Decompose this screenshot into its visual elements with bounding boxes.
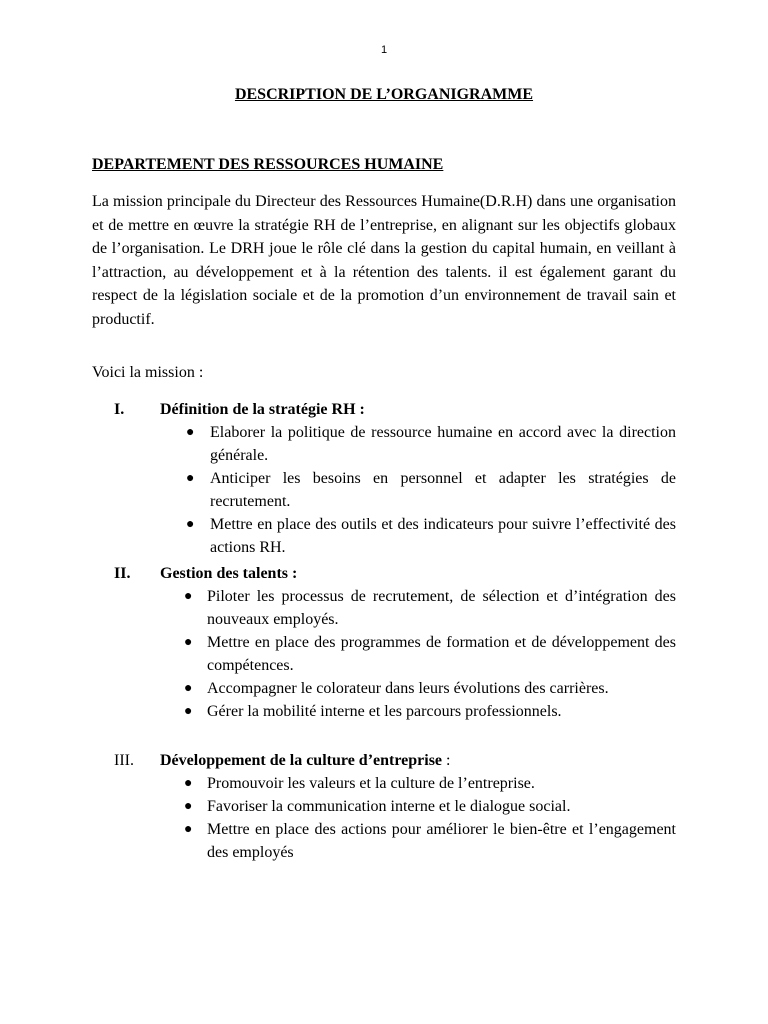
page-number: 1	[380, 44, 388, 56]
bullet-icon: ●	[186, 517, 195, 532]
list-item	[0, 700, 768, 723]
bullet-icon: ●	[184, 704, 193, 719]
bullet-icon: ●	[184, 776, 193, 791]
section-numeral: III.	[114, 752, 134, 769]
list-item	[0, 467, 768, 513]
section-strategy	[0, 398, 768, 559]
list-item-text: Accompagner le colorateur dans leurs évolutions des carrières.	[207, 680, 609, 697]
bullet-icon: ●	[184, 799, 193, 814]
list-item-text: Piloter les processus de recrutement, de sélection et d’intégration des nouveaux employés.	[207, 588, 676, 628]
list-item-text: Elaborer la politique de ressource humaine en accord avec la direction générale.	[210, 424, 676, 464]
list-item	[0, 421, 768, 467]
bullet-icon: ●	[184, 635, 193, 650]
lead-text: Voici la mission :	[92, 364, 204, 381]
bullet-icon: ●	[184, 681, 193, 696]
list-item	[0, 772, 768, 795]
section-numeral: I.	[114, 401, 125, 418]
section-title	[160, 749, 450, 772]
document-title: DESCRIPTION DE L’ORGANIGRAMME	[234, 86, 534, 103]
section-numeral: II.	[114, 565, 131, 582]
section-talent-management	[0, 562, 768, 723]
bullet-icon: ●	[186, 425, 195, 440]
list-item	[0, 818, 768, 864]
list-item-text: Gérer la mobilité interne et les parcours professionnels.	[207, 703, 562, 720]
section-title: Gestion des talents :	[160, 565, 298, 582]
list-item-text: Favoriser la communication interne et le dialogue social.	[207, 798, 571, 815]
list-item-text: Mettre en place des outils et des indicateurs pour suivre l’effectivité des actions RH.	[210, 516, 676, 556]
bullet-icon: ●	[184, 589, 193, 604]
list-item	[0, 513, 768, 559]
list-item	[0, 795, 768, 818]
section-corporate-culture	[0, 749, 768, 864]
section-title-suffix: :	[442, 752, 451, 769]
department-heading: DEPARTEMENT DES RESSOURCES HUMAINE	[92, 156, 444, 173]
bullet-icon: ●	[186, 471, 195, 486]
list-item-text: Anticiper les besoins en personnel et adapter les stratégies de recrutement.	[210, 470, 676, 510]
list-item-text: Promouvoir les valeurs et la culture de l’entreprise.	[207, 775, 535, 792]
list-item	[0, 631, 768, 677]
intro-paragraph: La mission principale du Directeur des Ressources Humaine(D.R.H) dans une organisation et de mettre en œuvre la stratégie RH de l’entreprise, en alignant sur les objectifs globaux de l’organisation. Le DRH joue le rôle clé dans la gestion du capital humain, en veillant à l’attraction, au développement et à la rétention des talents. il est également garant du respect de la législation sociale et de la promotion d’un environnement de travail sain et productif.	[92, 193, 676, 328]
list-item	[0, 677, 768, 700]
section-title: Définition de la stratégie RH :	[160, 401, 365, 418]
bullet-icon: ●	[184, 822, 193, 837]
section-title-text: Développement de la culture d’entreprise	[160, 752, 443, 769]
list-item-text: Mettre en place des actions pour améliorer le bien-être et l’engagement des employés	[207, 821, 676, 861]
list-item	[0, 585, 768, 631]
list-item-text: Mettre en place des programmes de formation et de développement des compétences.	[207, 634, 676, 674]
